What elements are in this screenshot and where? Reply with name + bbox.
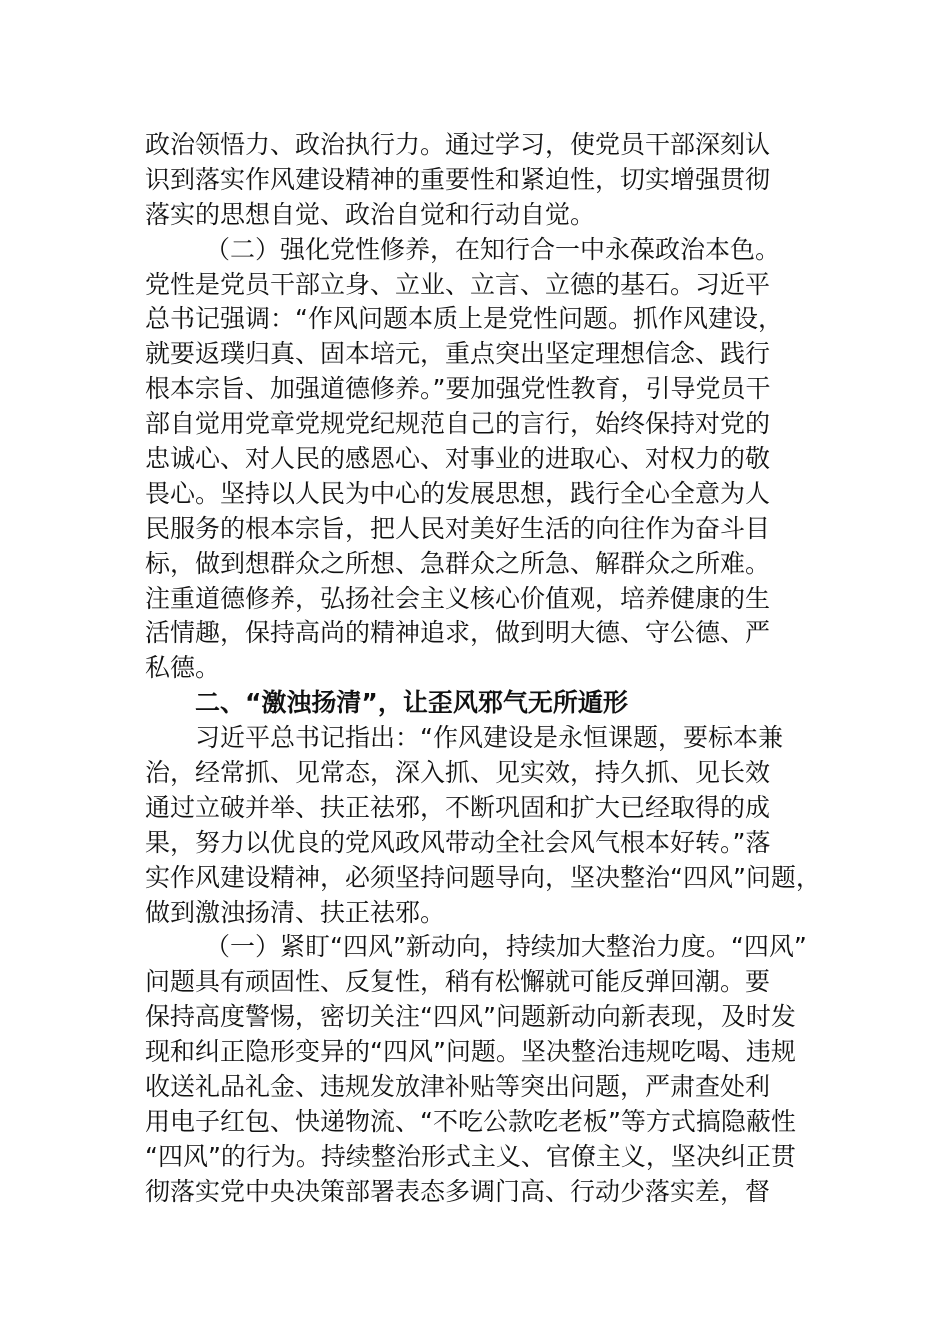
text-line: 注重道德修养，弘扬社会主义核心价值观，培养健康的生 xyxy=(145,583,771,613)
text-line: 私德。 xyxy=(145,653,221,683)
subsection-heading-line: （一）紧盯“四风”新动向，持续加大整治力度。“四风” xyxy=(205,932,807,962)
section-heading: 二、“激浊扬清”，让歪风邪气无所遁形 xyxy=(195,688,628,718)
text-line: “四风”的行为。持续整治形式主义、官僚主义，坚决纠正贯 xyxy=(145,1141,796,1171)
text-line: 现和纠正隐形变异的“四风”问题。坚决整治违规吃喝、违规 xyxy=(145,1037,796,1067)
text-line: 落实的思想自觉、政治自觉和行动自觉。 xyxy=(145,199,596,229)
text-line: 畏心。坚持以人民为中心的发展思想，践行全心全意为人 xyxy=(145,478,771,508)
text-line: 通过立破并举、扶正祛邪，不断巩固和扩大已经取得的成 xyxy=(145,792,771,822)
text-line: 习近平总书记指出：“作风建设是永恒课题，要标本兼 xyxy=(195,723,783,753)
text-line: 政治领悟力、政治执行力。通过学习，使党员干部深刻认 xyxy=(145,130,771,159)
text-line: 民服务的根本宗旨，把人民对美好生活的向往作为奋斗目 xyxy=(145,513,771,543)
text-line: 标，做到想群众之所想、急群众之所急、解群众之所难。 xyxy=(145,548,771,578)
text-line: 就要返璞归真、固本培元，重点突出坚定理想信念、践行 xyxy=(145,339,771,369)
text-line: 根本宗旨、加强道德修养。”要加强党性教育，引导党员干 xyxy=(145,374,771,404)
text-line: 做到激浊扬清、扶正祛邪。 xyxy=(145,897,446,927)
subsection-heading-line: （二）强化党性修养，在知行合一中永葆政治本色。 xyxy=(205,234,781,264)
text-line: 治，经常抓、见常态，深入抓、见实效，持久抓、见长效 xyxy=(145,758,771,788)
text-line: 部自觉用党章党规党纪规范自己的言行，始终保持对党的 xyxy=(145,409,771,439)
text-line: 总书记强调：“作风问题本质上是党性问题。抓作风建设， xyxy=(145,304,783,334)
text-line: 活情趣，保持高尚的精神追求，做到明大德、守公德、严 xyxy=(145,618,771,648)
text-line: 党性是党员干部立身、立业、立言、立德的基石。习近平 xyxy=(145,269,771,299)
text-line: 果，努力以优良的党风政风带动全社会风气根本好转。”落 xyxy=(145,827,771,857)
text-line: 用电子红包、快递物流、“不吃公款吃老板”等方式搞隐蔽性 xyxy=(145,1106,796,1136)
text-line: 保持高度警惕，密切关注“四风”问题新动向新表现，及时发 xyxy=(145,1002,796,1032)
text-line: 彻落实党中央决策部署表态多调门高、行动少落实差，督 xyxy=(145,1176,771,1206)
body-text xyxy=(145,128,835,1210)
text-line: 识到落实作风建设精神的重要性和紧迫性，切实增强贯彻 xyxy=(145,164,771,194)
text-line: 问题具有顽固性、反复性，稍有松懈就可能反弹回潮。要 xyxy=(145,967,771,997)
text-line: 忠诚心、对人民的感恩心、对事业的进取心、对权力的敬 xyxy=(145,444,771,474)
text-line: 实作风建设精神，必须坚持问题导向，坚决整治“四风”问题， xyxy=(145,862,821,892)
text-line: 收送礼品礼金、违规发放津补贴等突出问题，严肃查处利 xyxy=(145,1072,771,1102)
